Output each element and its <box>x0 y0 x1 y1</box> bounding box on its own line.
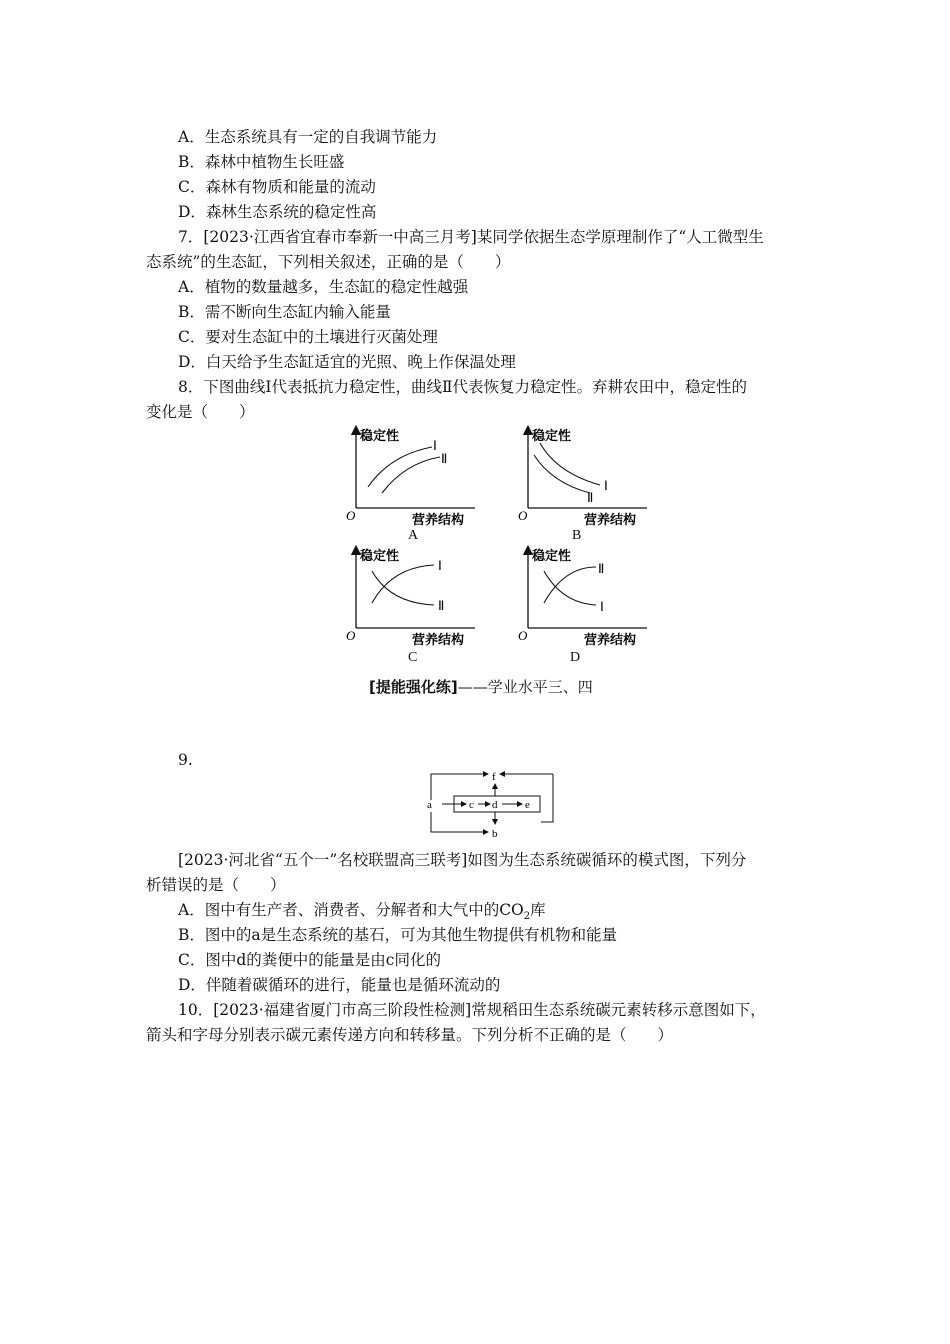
curve-2 <box>534 455 590 493</box>
q10-stem-line1: 10．[2023·福建省厦门市高三阶段性检测]常规稻田生态系统碳元素转移示意图如下， <box>178 1001 766 1019</box>
graph-b-label: B <box>572 528 582 543</box>
q9-option-d: D．伴随着碳循环的进行，能量也是循环流动的 <box>178 976 501 994</box>
section-heading-bracket: [提能强化练] <box>369 678 458 696</box>
origin-label: O <box>518 628 528 643</box>
q7-stem-line1: 7．[2023·江西省宜春市奉新一中高三月考]某同学依据生态学原理制作了“人工微型生 <box>178 228 764 246</box>
node-c: c <box>469 799 474 811</box>
curve-2 <box>382 457 440 493</box>
q7-option-d: D．白天给予生态缸适宜的光照、晚上作保温处理 <box>178 353 516 371</box>
q6-option-b: B．森林中植物生长旺盛 <box>178 153 345 171</box>
q9-stem-line2: 析错误的是（ ） <box>146 876 286 894</box>
graph-b <box>512 425 652 528</box>
curve-2-label: Ⅱ <box>587 490 594 505</box>
curve-1-label: Ⅰ <box>604 478 608 493</box>
graph-d <box>512 545 652 648</box>
node-a: a <box>427 799 432 811</box>
q9-option-a: A．图中有生产者、消费者、分解者和大气中的$CO_2$库 <box>178 901 546 923</box>
curve-1 <box>368 447 432 487</box>
x-axis-label: 营养结构 <box>584 633 637 648</box>
origin-label: O <box>518 508 528 523</box>
x-axis-label: 营养结构 <box>584 513 637 528</box>
node-e: e <box>525 799 530 811</box>
graph-c <box>340 545 480 648</box>
origin-label: O <box>346 628 356 643</box>
q7-option-c: C．要对生态缸中的土壤进行灭菌处理 <box>178 328 438 346</box>
node-f: f <box>492 771 496 783</box>
q9-stem-line1: [2023·河北省“五个一”名校联盟高三联考]如图为生态系统碳循环的模式图，下列分 <box>178 851 747 869</box>
curve-2-label: Ⅱ <box>441 451 448 466</box>
q8-stem-line2: 变化是（ ） <box>146 403 255 421</box>
q7-stem-line2: 态系统”的生态缸，下列相关叙述，正确的是（ ） <box>146 253 511 271</box>
y-axis-label: 稳定性 <box>532 429 572 444</box>
q9-number: 9. <box>178 751 193 769</box>
graph-d-label: D <box>570 650 581 665</box>
q6-option-a: A．生态系统具有一定的自我调节能力 <box>178 128 438 146</box>
q9-option-b: B．图中的a是生态系统的基石，可为其他生物提供有机物和能量 <box>178 926 618 944</box>
arrow-a-to-b <box>431 812 488 832</box>
curve-1-label: Ⅰ <box>438 558 442 573</box>
y-axis-label: 稳定性 <box>360 549 400 564</box>
graph-a-label: A <box>408 528 419 543</box>
curve-1 <box>540 443 600 485</box>
q6-option-c: C．森林有物质和能量的流动 <box>178 178 376 196</box>
origin-label: O <box>346 508 356 523</box>
q6-option-d: D．森林生态系统的稳定性高 <box>178 203 377 221</box>
curve-2 <box>372 571 434 605</box>
graph-c-label: C <box>408 650 418 665</box>
node-d: d <box>492 799 498 811</box>
x-axis-label: 营养结构 <box>412 633 465 648</box>
curve-1-label: Ⅰ <box>600 599 604 614</box>
x-axis-label: 营养结构 <box>412 513 465 528</box>
curve-2-label: Ⅱ <box>598 561 605 576</box>
section-heading-rest: ——学业水平三、四 <box>457 678 593 696</box>
curve-2-label: Ⅱ <box>438 598 445 613</box>
q8-stem-line1: 8．下图曲线Ⅰ代表抵抗力稳定性，曲线Ⅱ代表恢复力稳定性。弃耕农田中，稳定性的 <box>178 378 748 396</box>
q9-option-c: C．图中d的粪便中的能量是由c同化的 <box>178 951 441 969</box>
q7-option-b: B．需不断向生态缸内输入能量 <box>178 303 391 321</box>
carbon-cycle-diagram <box>420 770 560 842</box>
arrow-right-loop <box>541 774 553 822</box>
q10-stem-line2: 箭头和字母分别表示碳元素传递方向和转移量。下列分析不正确的是（ ） <box>146 1026 674 1044</box>
curve-1-label: Ⅰ <box>433 438 437 453</box>
curve-1 <box>544 571 596 605</box>
q7-option-a: A．植物的数量越多，生态缸的稳定性越强 <box>178 278 469 296</box>
graph-a <box>340 425 480 528</box>
node-b: b <box>492 828 498 838</box>
y-axis-label: 稳定性 <box>360 429 400 444</box>
y-axis-label: 稳定性 <box>532 549 572 564</box>
section-heading <box>369 676 593 697</box>
